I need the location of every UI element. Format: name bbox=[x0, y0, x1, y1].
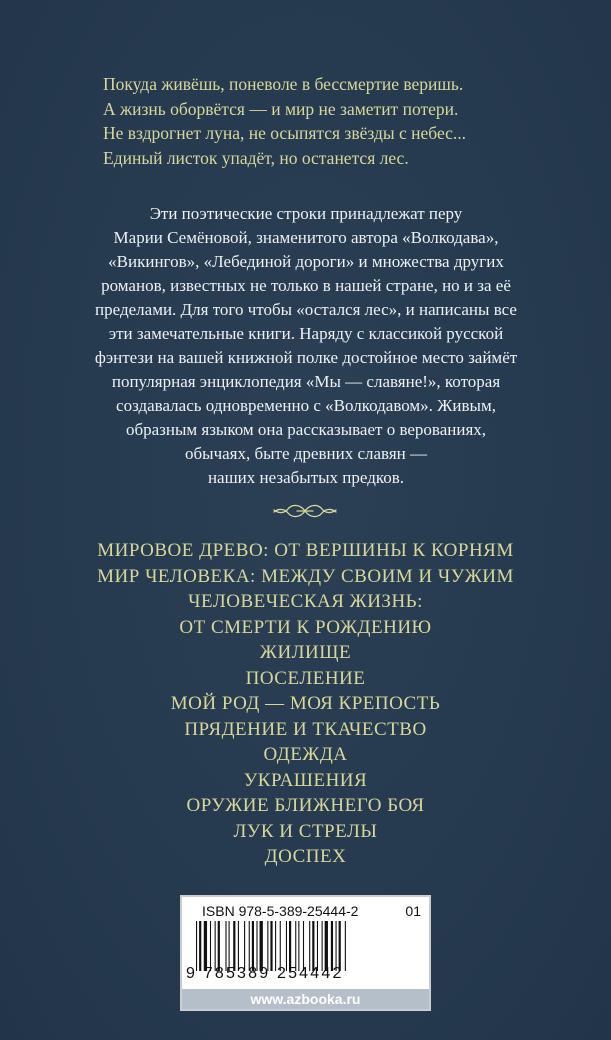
volume-title: ЛУК И СТРЕЛЫ bbox=[233, 820, 378, 842]
volume-title: ОДЕЖДА bbox=[263, 744, 348, 765]
description-line: обычаях, быте древних славян — bbox=[185, 444, 427, 463]
barcode-panel bbox=[180, 895, 431, 1011]
description-line: создавалась одновременно с «Волкодавом». Живым, bbox=[116, 396, 496, 415]
website-url: www.azbooka.ru bbox=[182, 989, 429, 1009]
poem-line: Покуда живёшь, поневоле в бессмертие веришь. bbox=[103, 74, 464, 94]
isbn-line bbox=[202, 903, 421, 919]
volume-title: ЧЕЛОВЕЧЕСКАЯ ЖИЗНЬ: bbox=[188, 591, 423, 612]
description-line: фэнтези на вашей книжной полке достойное место займёт bbox=[94, 348, 518, 367]
description-line: популярная энциклопедия «Мы — славяне!», которая bbox=[111, 372, 501, 391]
description-line: пределами. Для того чтобы «остался лес», и написаны все bbox=[95, 300, 517, 319]
barcode-digits: 9 785389 254442 bbox=[186, 965, 344, 982]
volume-titles-list bbox=[40, 538, 571, 870]
volume-title: МИРОВОЕ ДРЕВО: ОТ ВЕРШИНЫ К КОРНЯМ bbox=[97, 540, 514, 561]
volume-title: МИР ЧЕЛОВЕКА: МЕЖДУ СВОИМ И ЧУЖИМ bbox=[97, 565, 514, 587]
description-line: Марии Семёновой, знаменитого автора «Волкодава», bbox=[113, 228, 499, 247]
volume-title: ОРУЖИЕ БЛИЖНЕГО БОЯ bbox=[186, 795, 425, 816]
poem-line: Не вздрогнет луна, не осыпятся звёзды с небес... bbox=[103, 123, 467, 143]
barcode-icon bbox=[196, 921, 416, 971]
volume-title: ДОСПЕХ bbox=[264, 846, 347, 867]
poem-line: Единый листок упадёт, но останется лес. bbox=[103, 147, 409, 168]
flourish-divider-icon bbox=[270, 500, 340, 522]
description-line: эти замечательные книги. Наряду с классикой русской bbox=[108, 324, 504, 343]
volume-title: ПОСЕЛЕНИЕ bbox=[245, 667, 366, 689]
isbn-number: ISBN 978-5-389-25444-2 bbox=[202, 903, 359, 919]
volume-title: МОЙ РОД — МОЯ КРЕПОСТЬ bbox=[170, 693, 441, 714]
volume-title: ЖИЛИЩЕ bbox=[259, 642, 352, 663]
poem-block bbox=[103, 72, 563, 170]
volume-title: ОТ СМЕРТИ К РОЖДЕНИЮ bbox=[179, 616, 432, 638]
volume-title: УКРАШЕНИЯ bbox=[243, 769, 368, 791]
description-line: «Викингов», «Лебединой дороги» и множества других bbox=[108, 252, 504, 271]
volume-title: ПРЯДЕНИЕ И ТКАЧЕСТВО bbox=[184, 718, 427, 740]
poem-line: А жизнь оборвётся — и мир не заметит потери. bbox=[103, 98, 459, 119]
description-line: романов, известных не только в нашей стране, но и за её bbox=[101, 276, 511, 295]
description-line: Эти поэтические строки принадлежат перу bbox=[149, 204, 463, 223]
description-line: наших незабытых предков. bbox=[207, 468, 405, 487]
description-block bbox=[50, 202, 562, 490]
isbn-suffix: 01 bbox=[405, 903, 421, 919]
description-line: образным языком она рассказывает о верованиях, bbox=[125, 420, 487, 439]
